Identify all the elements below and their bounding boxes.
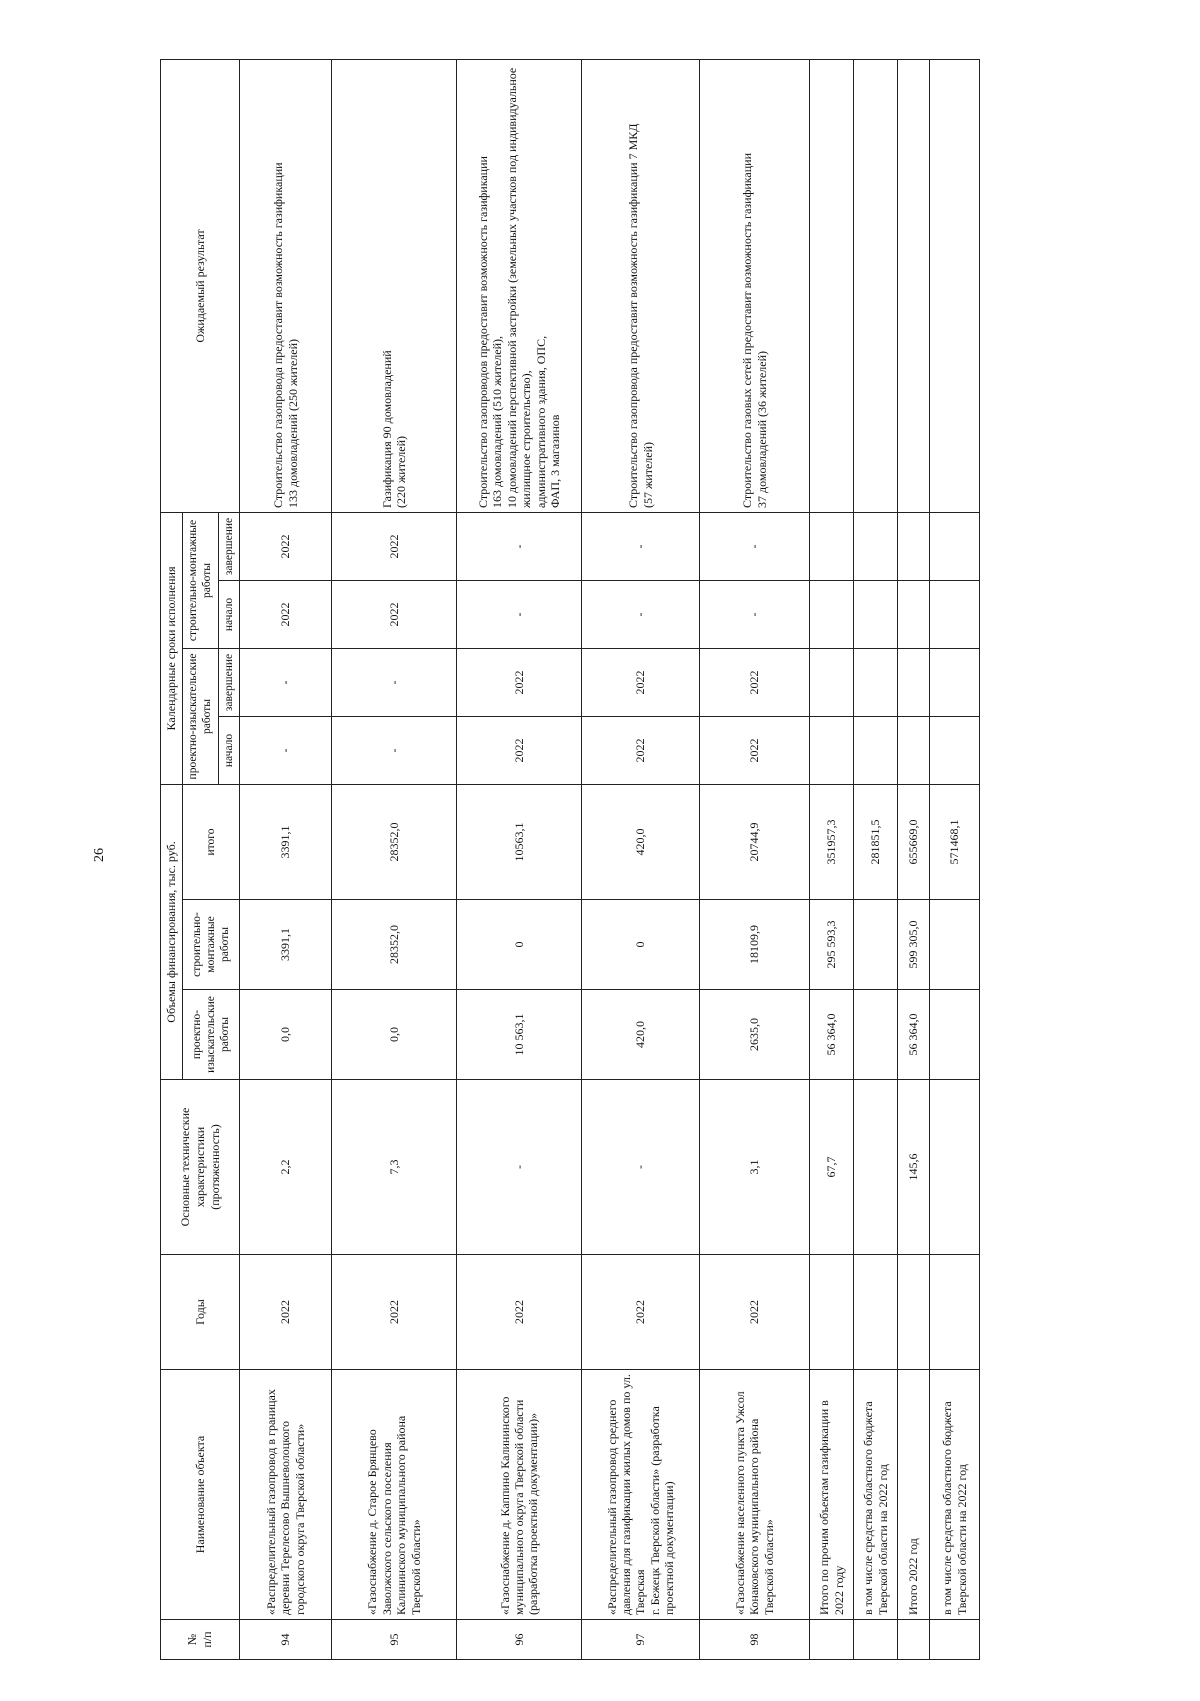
header-finance-design: проектно-изыскательские работы <box>183 990 240 1080</box>
row-num: 94 <box>240 1620 332 1660</box>
row-year: 2022 <box>700 1255 810 1370</box>
total-label: в том числе средства областного бюджета Тверской области на 2022 год <box>930 1370 980 1620</box>
row-num: 96 <box>457 1620 582 1660</box>
row-design-end: 2022 <box>700 649 810 717</box>
row-constr-start: 2022 <box>240 581 332 649</box>
total-row <box>854 59 898 1659</box>
total-row <box>898 59 930 1659</box>
total-fin-construction: 295 593,3 <box>810 900 854 990</box>
total-row <box>930 59 980 1659</box>
row-year: 2022 <box>332 1255 457 1370</box>
table-rotated-container <box>160 60 1200 1660</box>
row-constr-start: - <box>700 581 810 649</box>
row-year: 2022 <box>582 1255 700 1370</box>
row-design-start: - <box>332 717 457 785</box>
total-fin-total: 281851,5 <box>854 785 898 900</box>
row-name: «Распределительный газопровод среднего давления для газификации жилых домов по ул. Тверская г. Бежецк Тверской области» (разработка проектной документации) <box>582 1370 700 1620</box>
row-constr-start: - <box>457 581 582 649</box>
row-name: «Распределительный газопровод в границах деревни Терелесово Вышневолоцкого городского округа Тверской области» <box>240 1370 332 1620</box>
row-result: Строительство газовых сетей предоставит возможность газификации 37 домовладений (36 жителей) <box>700 59 810 512</box>
total-label: Итого по прочим объектам газификации в 2022 году <box>810 1370 854 1620</box>
total-fin-design: 56 364,0 <box>898 990 930 1080</box>
row-year: 2022 <box>457 1255 582 1370</box>
row-fin-design: 420,0 <box>582 990 700 1080</box>
total-fin-design <box>930 990 980 1080</box>
total-tech: 67,7 <box>810 1080 854 1255</box>
row-name: «Газоснабжение населенного пункта Ужсол Конаковского муниципального района Тверской области» <box>700 1370 810 1620</box>
total-tech <box>930 1080 980 1255</box>
row-fin-construction: 0 <box>457 900 582 990</box>
row-fin-design: 10 563,1 <box>457 990 582 1080</box>
total-fin-total: 351957,3 <box>810 785 854 900</box>
total-fin-total: 571468,1 <box>930 785 980 900</box>
total-fin-construction: 599 305,0 <box>898 900 930 990</box>
total-row <box>810 59 854 1659</box>
header-design-start: начало <box>218 717 239 785</box>
table-row <box>240 59 332 1659</box>
row-constr-start: - <box>582 581 700 649</box>
header-dates-group: Календарные сроки исполнения <box>161 512 183 784</box>
total-tech: 145,6 <box>898 1080 930 1255</box>
row-result: Строительство газопровода предоставит возможность газификации 133 домовладений (250 жителей) <box>240 59 332 512</box>
header-tech: Основные технические характеристики (протяженность) <box>161 1080 240 1255</box>
row-year: 2022 <box>240 1255 332 1370</box>
row-tech: 2,2 <box>240 1080 332 1255</box>
total-fin-construction <box>854 900 898 990</box>
header-finance-total: итого <box>183 785 240 900</box>
row-design-end: - <box>332 649 457 717</box>
row-design-start: 2022 <box>457 717 582 785</box>
row-fin-design: 2635,0 <box>700 990 810 1080</box>
total-fin-construction <box>930 900 980 990</box>
header-name: Наименование объекта <box>161 1370 240 1620</box>
row-tech: 7,3 <box>332 1080 457 1255</box>
row-tech: - <box>582 1080 700 1255</box>
row-tech: - <box>457 1080 582 1255</box>
row-constr-end: - <box>700 512 810 580</box>
row-num: 98 <box>700 1620 810 1660</box>
header-design-end: завершение <box>218 649 239 717</box>
total-fin-total: 655669,0 <box>898 785 930 900</box>
row-constr-end: - <box>582 512 700 580</box>
header-finance-construction: строительно-монтажные работы <box>183 900 240 990</box>
header-num: № п/п <box>161 1620 240 1660</box>
header-finance-group: Объемы финансирования, тыс. руб. <box>161 785 183 1080</box>
row-num: 97 <box>582 1620 700 1660</box>
row-fin-construction: 3391,1 <box>240 900 332 990</box>
row-fin-construction: 18109,9 <box>700 900 810 990</box>
table-row <box>457 59 582 1659</box>
row-fin-design: 0,0 <box>240 990 332 1080</box>
table-row <box>700 59 810 1659</box>
row-fin-total: 20744,9 <box>700 785 810 900</box>
header-constr-end: завершение <box>218 512 239 580</box>
row-name: «Газоснабжение д. Каппино Калининского муниципального округа Тверской области (разработка проектной документации)» <box>457 1370 582 1620</box>
row-num: 95 <box>332 1620 457 1660</box>
row-fin-total: 420,0 <box>582 785 700 900</box>
row-constr-end: 2022 <box>332 512 457 580</box>
row-fin-total: 3391,1 <box>240 785 332 900</box>
page-number: 26 <box>92 848 107 862</box>
header-dates-design: проектно-изыскательские работы <box>183 649 219 785</box>
row-design-start: - <box>240 717 332 785</box>
row-design-end: 2022 <box>582 649 700 717</box>
total-fin-design <box>854 990 898 1080</box>
table-row <box>332 59 457 1659</box>
row-constr-start: 2022 <box>332 581 457 649</box>
row-fin-design: 0,0 <box>332 990 457 1080</box>
row-design-start: 2022 <box>700 717 810 785</box>
row-fin-total: 10563,1 <box>457 785 582 900</box>
row-tech: 3,1 <box>700 1080 810 1255</box>
row-name: «Газоснабжение д. Старое Брянцево Заволжского сельского поселения Калининского муниципального района Тверской области» <box>332 1370 457 1620</box>
total-fin-design: 56 364,0 <box>810 990 854 1080</box>
header-dates-construction: строительно-монтажные работы <box>183 512 219 648</box>
header-result: Ожидаемый результат <box>161 59 240 512</box>
row-constr-end: - <box>457 512 582 580</box>
row-result: Строительство газопровода предоставит возможность газификации 7 МКД (57 жителей) <box>582 59 700 512</box>
row-design-end: - <box>240 649 332 717</box>
header-row-1 <box>161 59 183 1659</box>
header-constr-start: начало <box>218 581 239 649</box>
row-fin-total: 28352,0 <box>332 785 457 900</box>
total-label: в том числе средства областного бюджета Тверской области на 2022 год <box>854 1370 898 1620</box>
row-fin-construction: 28352,0 <box>332 900 457 990</box>
row-design-start: 2022 <box>582 717 700 785</box>
gasification-table <box>160 59 980 1660</box>
header-years: Годы <box>161 1255 240 1370</box>
table-rotation <box>160 60 1200 1660</box>
total-tech <box>854 1080 898 1255</box>
row-result: Строительство газопроводов предоставит возможность газификации 163 домовладений (510 жителей), 10 домовладений перспективной застройки (земельных участков под индивидуальное жилищное строительство), административного здания, ОПС, ФАП, 3 магазинов <box>457 59 582 512</box>
row-constr-end: 2022 <box>240 512 332 580</box>
row-result: Газификация 90 домовладений (220 жителей) <box>332 59 457 512</box>
table-row <box>582 59 700 1659</box>
row-design-end: 2022 <box>457 649 582 717</box>
row-fin-construction: 0 <box>582 900 700 990</box>
total-label: Итого 2022 год <box>898 1370 930 1620</box>
